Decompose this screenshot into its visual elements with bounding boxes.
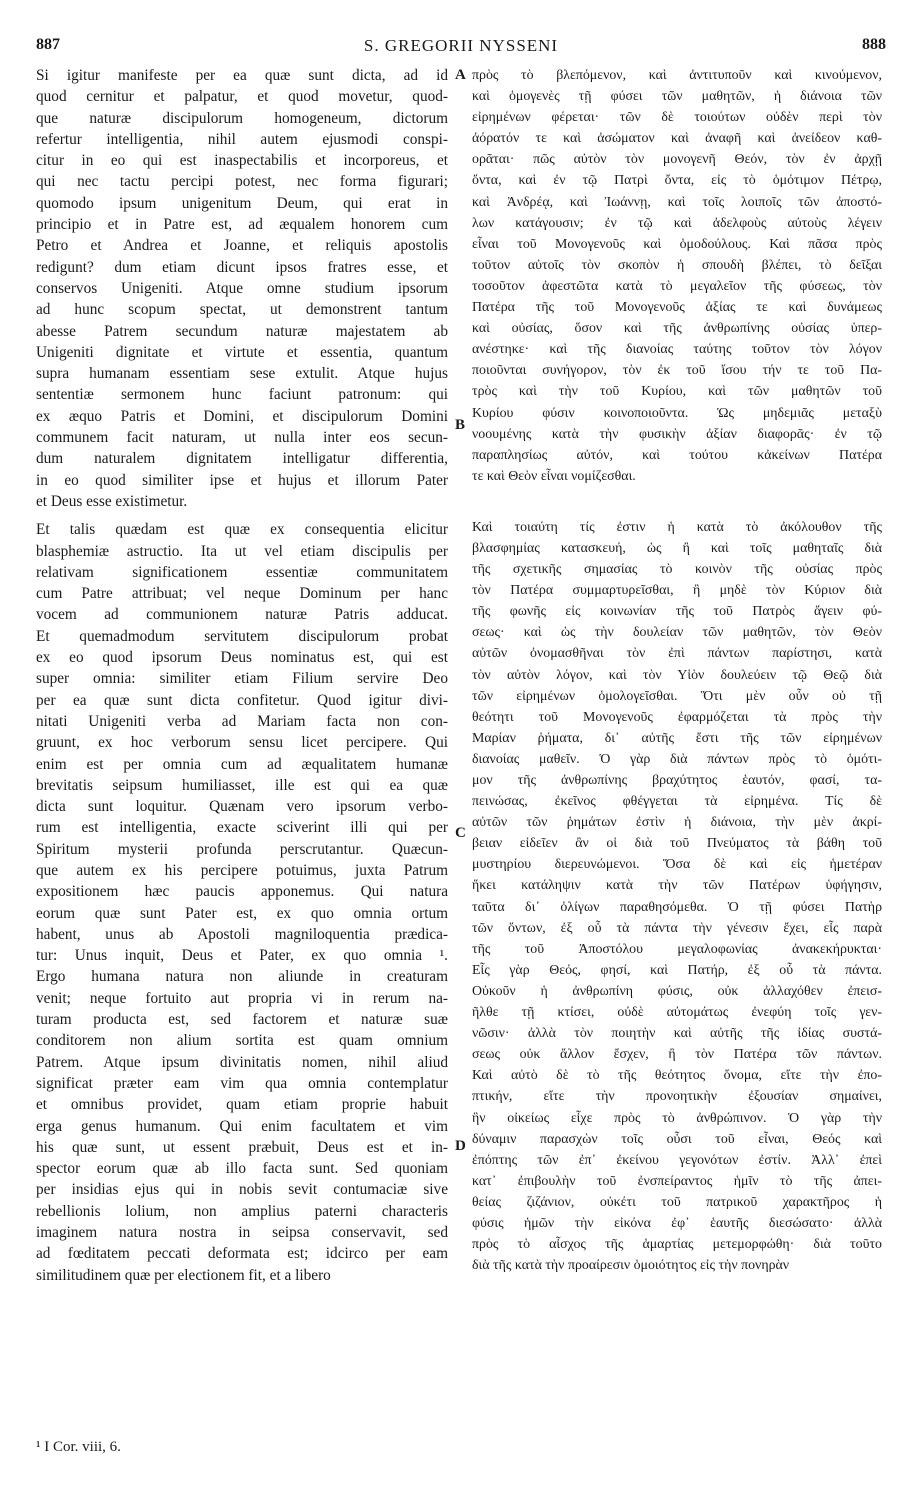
margin-marker-d: D — [455, 1138, 466, 1154]
text-line: cum Patre attribuat; vel neque Dominum per hanc — [36, 585, 448, 603]
footnote: ¹ I Cor. viii, 6. — [36, 1439, 121, 1455]
text-line: gruunt, ex hoc verborum sensu licet percipere. Qui — [36, 734, 448, 752]
text-line: et omnibus providet, quam etiam proprie habuit — [36, 1096, 448, 1114]
text-line: blasphemiæ astructio. Ita ut vel etiam discipulis per — [36, 542, 448, 560]
text-line: ῆλθε τῇ κτίσει, οὐδὲ αὐτομάτως ἐνεφύη τοῖς γεν- — [472, 1005, 882, 1021]
text-line: τρὸς καὶ τὴν τοῦ Κυρίου, καὶ τῶν μαθητῶν τοῦ — [472, 384, 882, 400]
latin-paragraph-2 — [36, 519, 448, 1286]
text-line: ἐπόπτης τῶν ἐπ᾽ ἐκείνου γεγονότων ἐστίν. Ἀλλ᾽ ἐπεὶ — [472, 1152, 882, 1168]
text-line: citur in eo qui est inaspectabilis et incorporeus, et — [36, 152, 448, 170]
text-line: αὐτῶν ὀνομασθῆναι τὸν ἐπὶ πάντων παρίστησι, κατὰ — [472, 646, 882, 662]
text-line: turam producta est, sed factorem et naturæ suæ — [36, 1011, 448, 1029]
text-line: et Deus esse existimetur. — [36, 492, 188, 510]
text-line: φύσις ἡμῶν τὴν εἰκόνα ἐφ᾽ ἑαυτῆς διεσώσατο· ἀλλὰ — [472, 1215, 882, 1231]
text-line: παραπλησίως αὐτόν, καὶ τούτου κἀκείνων Πατέρα — [472, 447, 882, 463]
text-line: ταῦτα δι᾽ ὀλίγων παραθησόμεθα. Ὁ τῇ φύσει Πατὴρ — [472, 899, 882, 915]
text-line: super omnia: similiter etiam Filium servire Deo — [36, 670, 448, 688]
text-line: πρὸς τὸ βλεπόμενον, καὶ ἀντιτυποῦν καὶ κινούμενον, — [472, 68, 882, 83]
text-line: refertur intelligentia, nihil autem ejusmodi conspi- — [36, 130, 448, 148]
text-line: μον τῆς ἀνθρωπίνης βραχύτητος ἑαυτόν, φασί, τα- — [472, 773, 882, 788]
text-line: conservos Unigeniti. Atque omne studium ipsorum — [36, 279, 448, 297]
text-line: νοουμένης κατὰ τὴν φυσικὴν ἀξίαν διαφορᾶς· ἐν τῷ — [472, 426, 882, 442]
text-line: πεινώσας, ἐκεῖνος φθέγγεται τὰ εἰρημένα. Τίς δὲ — [472, 794, 882, 810]
text-line: τε καὶ Θεὸν εἶναι νομίζεσθαι. — [472, 468, 636, 484]
text-line: rum est intelligentia, exacte sciverint illi qui per — [36, 819, 448, 837]
text-line: δύναμιν παρασχὼν τοῖς οὖσι τοῦ εἶναι, Θεός καὶ — [472, 1131, 882, 1147]
text-line: per insidias ejus qui in nobis sevit contumaciæ sive — [36, 1181, 448, 1199]
text-line: quomodo ipsum unigenitum Deum, qui erat in — [36, 194, 448, 212]
text-line: qui nec tactu percipi potest, nec forma figurari; — [36, 173, 448, 191]
text-line: Πατέρα τῆς τοῦ Μονογενοῦς ἀξίας τε καὶ δυνάμεως — [472, 300, 882, 316]
text-line: Spiritum mysterii profunda perscrutantur. Quæcun- — [36, 840, 448, 858]
text-line: εἶναι τοῦ Μονογενοῦς καὶ ὁμοδούλους. Καὶ πᾶσα πρὸς — [472, 236, 882, 252]
text-line: que naturæ discipulorum homogeneum, dictorum — [36, 109, 448, 127]
text-line: tur: Unus inquit, Deus et Pater, ex quo omnia ¹. — [36, 947, 448, 965]
text-line: μυστηρίου διερευνώμενοι. Ὅσα δὲ καὶ εἰς ἡμετέραν — [472, 857, 882, 873]
greek-column — [472, 65, 882, 1276]
text-line: ἥκει κατάληψιν κατὰ τὴν τῶν Πατέρων ὑφήγησιν, — [472, 878, 882, 894]
text-line: βλασφημίας κατασκευή, ὡς ἢ καὶ τοῖς μαθηταῖς διὰ — [472, 540, 882, 556]
text-line: dicta sunt loquitur. Quænam vero ipsorum verbo- — [36, 798, 448, 816]
text-line: λων κατάγουσιν; ἐν τῷ καὶ ἀδελφοὺς αὐτοὺς λέγειν — [472, 215, 882, 231]
text-line: erga genus humanum. Qui enim facultatem et vim — [36, 1117, 448, 1135]
text-line: Et talis quædam est quæ ex consequentia elicitur — [36, 521, 448, 539]
text-line: Patrem. Atque ipsum divinitatis nomen, nihil aliud — [36, 1053, 448, 1071]
text-line: sententiæ sermonem hunc faciunt patronum: qui — [36, 386, 448, 404]
text-line: Et quemadmodum servitutem discipulorum probat — [36, 627, 448, 645]
text-line: καὶ ὁμογενὲς τῇ φύσει τῶν μαθητῶν, ἡ διάνοια τῶν — [472, 89, 882, 105]
margin-marker-a: A — [455, 67, 466, 83]
margin-marker-b: B — [455, 417, 466, 433]
text-line: quod cernitur et palpatur, et quod movetur, quod- — [36, 88, 448, 106]
text-line: τῶν εἰρημένων ὁμολογεῖσθαι. Ὅτι μὲν οὖν οὐ τῇ — [472, 688, 882, 704]
text-line: Μαρίαν ῥήματα, δι᾽ αὐτῆς ἔστι τῆς τῶν εἰρημένων — [472, 730, 882, 746]
text-line: supra humanam essentiam sese extulit. Atque hujus — [36, 365, 448, 383]
text-line: πτικήν, εἴτε τὴν προνοητικὴν ἐξουσίαν σημαίνει, — [472, 1089, 882, 1105]
text-line: θείας ζιζάνιον, οὐκέτι τοῦ πατρικοῦ χαρακτῆρος ἡ — [472, 1194, 882, 1210]
greek-paragraph-2 — [472, 517, 882, 1276]
text-line: rebellionis lolium, non amplius paterni characteris — [36, 1202, 448, 1220]
text-line: Ergo humana natura non aliunde in creaturam — [36, 968, 448, 986]
text-line: ex eo quod ipsorum Deus nominatus est, qui est — [36, 649, 448, 667]
text-line: conditorem non alium sortita est quam omnium — [36, 1032, 448, 1050]
text-line: Καὶ αὐτὸ δὲ τὸ τῆς θεότητος ὄνομα, εἴτε τὴν ἐπο- — [472, 1068, 882, 1084]
text-line: Εἷς γὰρ Θεός, φησί, καὶ Πατήρ, ἐξ οὗ τὰ πάντα. — [472, 962, 882, 978]
text-line: τῆς φωνῆς εἰς κοινωνίαν τῆς τοῦ Πατρὸς ἄγειν φύ- — [472, 604, 882, 620]
text-line: εἰρημένων φέρεται· τῶν δὲ τοιούτων οὐδὲν περὶ τὸν — [472, 110, 882, 126]
text-line: κατ᾽ ἐπιβουλὴν τοῦ ἐνσπείραντος ἡμῖν τὸ τῆς ἀπει- — [472, 1173, 882, 1189]
text-line: νῶσιν· ἀλλὰ τὸν ποιητὴν καὶ αὐτῆς τῆς ἰδίας συστά- — [472, 1026, 882, 1042]
text-line: πρὸς τὸ αἶσχος τῆς ἁμαρτίας μετεμορφώθη· διὰ τοῦτο — [472, 1237, 882, 1253]
text-line: Κυρίου φύσιν κοινοποιοῦντα. Ὡς μηδεμιᾶς μεταξὺ — [472, 405, 882, 421]
text-line: venit; neque fortuito aut propria vi in rerum na- — [36, 989, 448, 1007]
text-line: his quæ sunt, ut essent præbuit, Deus est et in- — [36, 1138, 448, 1156]
text-line: ad hunc scopum spectat, ut demonstrent tantum — [36, 301, 448, 319]
text-line: Petro et Andrea et Joanne, et reliquis apostolis — [36, 237, 448, 255]
text-line: redigunt? dum etiam dicunt ipsos fratres esse, et — [36, 258, 448, 276]
text-line: τὸν αὐτὸν λόγον, καὶ τὸν Υἱὸν δουλεύειν τῷ Θεῷ διὰ — [472, 667, 882, 683]
text-line: διὰ τῆς κατὰ τὴν προαίρεσιν ὁμοιότητος εἰς τὴν πονηρὰν — [472, 1258, 790, 1274]
text-line: spector eorum quæ ab illo facta sunt. Sed quoniam — [36, 1160, 448, 1178]
text-line: vocem ad communionem naturæ Patris adducat. — [36, 606, 448, 624]
text-line: relativam significationem essentiæ communitatem — [36, 563, 448, 581]
running-header — [36, 36, 886, 58]
text-line: ex æquo Patris et Domini, et discipulorum Domini — [36, 407, 448, 425]
text-line: principio et in Patre est, ad æqualem honorem cum — [36, 216, 448, 234]
text-line: ad fœditatem peccati deformata est; idcirco per eam — [36, 1245, 448, 1263]
text-line: que autem ex his percipere potuimus, juxta Patrum — [36, 861, 448, 879]
text-line: in eo quod similiter ipse et hujus et illorum Pater — [36, 471, 448, 489]
text-line: nitati Unigeniti verba ad Mariam facta non con- — [36, 712, 448, 730]
text-line: dum naturalem dignitatem intelligatur differentia, — [36, 450, 448, 468]
running-title: S. GREGORII NYSSENI — [363, 36, 559, 55]
text-line: θεότητι τοῦ Μονογενοῦς ἐφαρμόζεται τὰ πρὸς τὴν — [472, 709, 882, 725]
text-line: eorum quæ sunt Pater est, ex quo omnia ortum — [36, 904, 448, 922]
text-line: ἀόρατόν τε καὶ ἀσώματον καὶ ἀναφῆ καὶ ἀνείδεον καθ- — [472, 131, 882, 147]
text-line: imaginem natura nostra in seipsa conservavit, sed — [36, 1224, 448, 1242]
text-line: Si igitur manifeste per ea quæ sunt dicta, ad id — [36, 67, 448, 84]
left-page-number: 887 — [36, 36, 60, 53]
text-line: σεως οὐκ ἄλλον ἔσχεν, ἢ τὸν Πατέρα τῶν πάντων. — [472, 1047, 882, 1063]
text-line: significat præter eam vim qua omnia contemplatur — [36, 1074, 448, 1092]
text-line: τὸν Πατέρα συμμαρτυρεῖσθαι, ἢ μηδὲ τὸν Κύριον διὰ — [472, 583, 882, 599]
greek-paragraph-1 — [472, 65, 882, 487]
text-line: αὐτῶν τῶν ῥημάτων ἐστὶν ἡ διάνοια, τὴν μὲν ἀκρί- — [472, 815, 882, 831]
text-line: brevitatis seipsum humiliasset, ille est qui ea quæ — [36, 776, 448, 794]
text-line: τῆς σχετικῆς σημασίας τὸ κοινὸν τῆς οὐσίας πρὸς — [472, 562, 882, 578]
text-line: ανέστηκε· καὶ τῆς διανοίας ταύτης τοῦτον τὸν λόγον — [472, 342, 882, 358]
text-line: διανοίας μαθεῖν. Ὁ γὰρ διὰ πάντων πρὸς τὸ ὁμότι- — [472, 751, 882, 767]
text-line: καὶ οὐσίας, ὅσον καὶ τῆς ἀνθρωπίνης οὐσίας ὑπερ- — [472, 321, 882, 337]
text-line: expositionem hæc paucis apponemus. Qui natura — [36, 883, 448, 901]
text-line: τοῦτον αὐτοῖς τὸν σκοπὸν ἡ σπουδὴ βλέπει, τὸ δεῖξαι — [472, 257, 882, 273]
text-line: Καὶ τοιαύτη τίς ἐστιν ἡ κατὰ τὸ ἀκόλουθον τῆς — [472, 519, 882, 535]
text-line: σεως· καὶ ὡς τὴν δουλείαν τῶν μαθητῶν, τὸν Θεὸν — [472, 625, 882, 641]
text-line: τοσοῦτον ἀφεστῶτα κατὰ τὸ μεγαλεῖον τῆς φύσεως, τὸν — [472, 278, 882, 294]
text-line: βειαν εἰδεῖεν ἂν οἱ διὰ τοῦ Πνεύματος τὰ βάθη τοῦ — [472, 836, 882, 852]
text-line: καὶ Ἀνδρέᾳ, καὶ Ἰωάννῃ, καὶ τοῖς λοιποῖς τῶν ἀποστό- — [472, 194, 882, 210]
right-page-number: 888 — [862, 36, 886, 53]
text-line: ποιοῦνται συνήγορον, τὸν ἐκ τοῦ ἴσου τήν τε τοῦ Πα- — [472, 363, 882, 379]
text-line: τῆς τοῦ Ἀποστόλου μεγαλοφωνίας ἀνακεκήρυκται· — [472, 941, 882, 957]
text-line: ἣν οἰκείως εἶχε πρὸς τὸ ἀνθρώπινον. Ὁ γὰρ τὴν — [472, 1110, 882, 1126]
text-line: ορᾶται· πῶς αὐτὸν τὸν μονογενῆ Θεόν, τὸν ἐν ἀρχῇ — [472, 152, 882, 168]
margin-marker-c: C — [455, 825, 466, 841]
text-line: Οὐκοῦν ἡ ἀνθρωπίνη φύσις, οὐκ ἀλλαχόθεν ἐπεισ- — [472, 983, 882, 999]
text-line: enim est per omnia cum ad æqualitatem humanæ — [36, 755, 448, 773]
text-line: similitudinem quæ per electionem fit, et a libero — [36, 1266, 331, 1284]
latin-column — [36, 65, 448, 1286]
text-line: Unigeniti dignitate et virtute et essentia, quantum — [36, 343, 448, 361]
text-line: ὄντα, καὶ ἐν τῷ Πατρὶ ὄντα, εἰς τὸ ὁμότιμον Πέτρῳ, — [472, 173, 882, 189]
text-line: abesse Patrem secundum naturæ majestatem ab — [36, 322, 448, 340]
latin-paragraph-1 — [36, 65, 448, 512]
text-line: communem facit naturam, ut nulla inter eos secun- — [36, 429, 448, 447]
text-line: per ea quæ sunt dicta confitetur. Quod igitur divi- — [36, 691, 448, 709]
text-line: τῶν ὄντων, ἐξ οὗ τὰ πάντα τὴν γένεσιν ἔχει, εἷς παρὰ — [472, 920, 882, 936]
text-line: habent, unus ab Apostoli magniloquentia prædica- — [36, 925, 448, 943]
